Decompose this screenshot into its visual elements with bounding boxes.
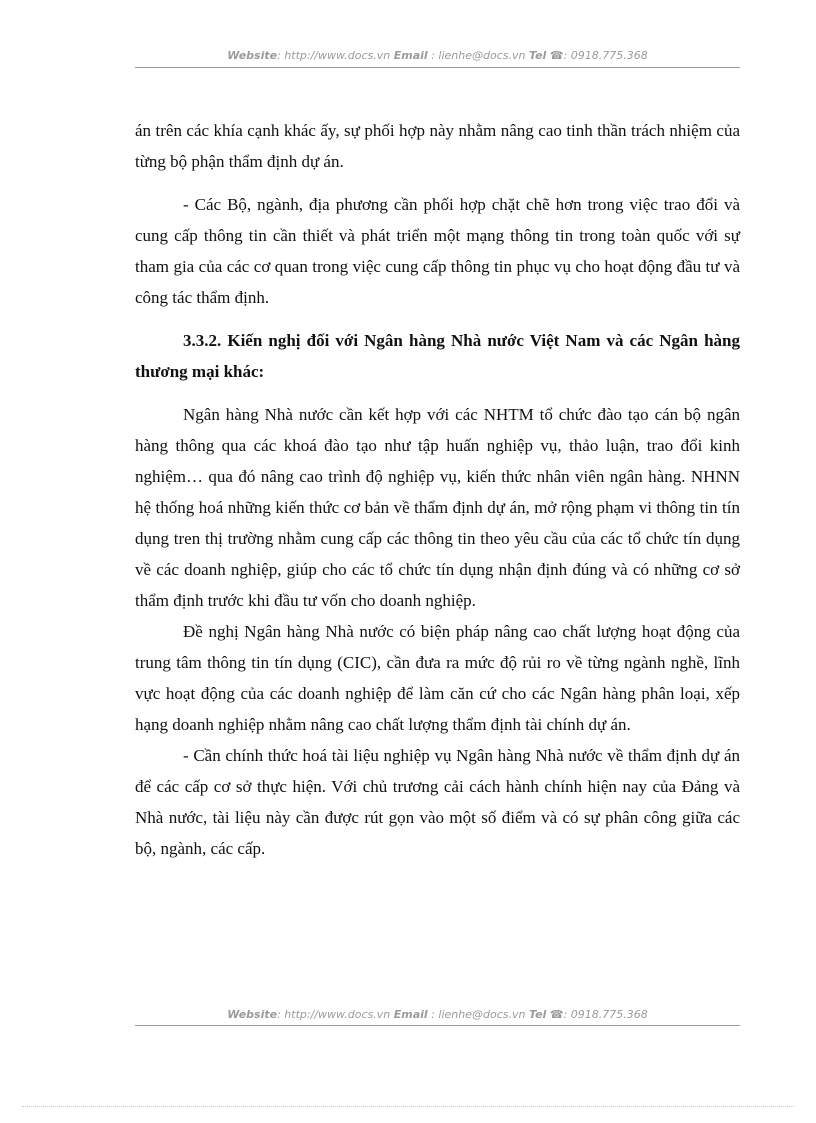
page-break-line: [22, 1106, 794, 1107]
email-label: Email: [393, 1008, 428, 1021]
document-body: [135, 115, 740, 864]
paragraph-continuation: án trên các khía cạnh khác ấy, sự phối hợp này nhằm nâng cao tinh thần trách nhiệm của từng bộ phận thẩm định dự án.: [135, 121, 740, 171]
section-heading: 3.3.2. Kiến nghị đối với Ngân hàng Nhà nước Việt Nam và các Ngân hàng thương mại khác:: [135, 331, 740, 381]
page-header: [135, 49, 740, 62]
tel-label: Tel: [528, 49, 547, 62]
phone-icon: ☎: [549, 49, 564, 62]
email-address[interactable]: : lienhe@docs.vn: [431, 49, 526, 62]
website-url[interactable]: : http://www.docs.vn: [277, 49, 391, 62]
email-address[interactable]: : lienhe@docs.vn: [431, 1008, 526, 1021]
website-label: Website: [227, 1008, 278, 1021]
website-label: Website: [227, 49, 278, 62]
tel-label: Tel: [528, 1008, 547, 1021]
header-divider: [135, 67, 740, 68]
paragraph-cic: Đề nghị Ngân hàng Nhà nước có biện pháp nâng cao chất lượng hoạt động của trung tâm thông tin tín dụng (CIC), cần đưa ra mức độ rủi ro về từng ngành nghề, lĩnh vực hoạt động của các doanh nghiệp để làm căn cứ cho các Ngân hàng phân loại, xếp hạng doanh nghiệp nhằm nâng cao chất lượng thẩm định tài chính dự án.: [135, 622, 740, 734]
paragraph-training: Ngân hàng Nhà nước cần kết hợp với các NHTM tổ chức đào tạo cán bộ ngân hàng thông qua các khoá đào tạo như tập huấn nghiệp vụ, thảo luận, trao đổi kinh nghiệm… qua đó nâng cao trình độ nghiệp vụ, kiến thức nhân viên ngân hàng. NHNN hệ thống hoá những kiến thức cơ bản về thẩm định dự án, mở rộng phạm vi thông tin tín dụng tren thị trường nhằm cung cấp các thông tin theo yêu cầu của các tổ chức tín dụng về các doanh nghiệp, giúp cho các tổ chức tín dụng nhận định đúng và có những cơ sở thẩm định trước khi đầu tư vốn cho doanh nghiệp.: [135, 405, 740, 610]
footer-divider: [135, 1025, 740, 1026]
tel-number: : 0918.775.368: [563, 49, 648, 62]
website-url[interactable]: : http://www.docs.vn: [277, 1008, 391, 1021]
paragraph-ministries: - Các Bộ, ngành, địa phương cần phối hợp chặt chẽ hơn trong việc trao đổi và cung cấp thông tin cần thiết và phát triển một mạng thông tin trong toàn quốc với sự tham gia của các cơ quan trong việc cung cấp thông tin phục vụ cho hoạt động đầu tư và công tác thẩm định.: [135, 195, 740, 307]
email-label: Email: [393, 49, 428, 62]
phone-icon: ☎: [549, 1008, 564, 1021]
tel-number: : 0918.775.368: [563, 1008, 648, 1021]
page-footer: [135, 1008, 740, 1021]
paragraph-documents: - Cần chính thức hoá tài liệu nghiệp vụ Ngân hàng Nhà nước về thẩm định dự án để các cấp cơ sở thực hiện. Với chủ trương cải cách hành chính hiện nay của Đảng và Nhà nước, tài liệu này cần được rút gọn vào một số điểm và có sự phân công giữa các bộ, ngành, các cấp.: [135, 746, 740, 858]
